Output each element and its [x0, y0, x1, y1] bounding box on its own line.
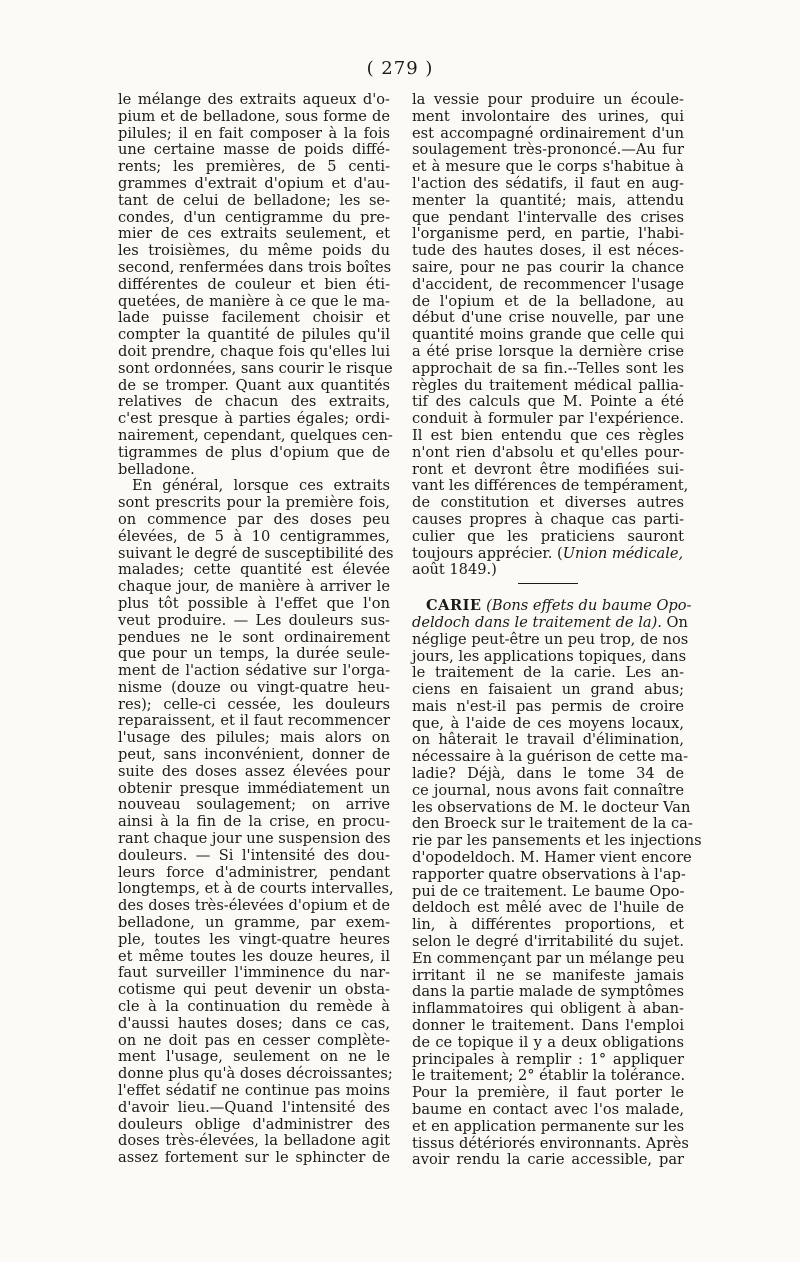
source-journal: Union médicale,: [562, 544, 684, 562]
text-line: les troisièmes, du même poids du: [118, 242, 390, 260]
right-column-part2: [412, 630, 702, 1170]
text-line: ce journal, nous avons fait connaître: [412, 781, 684, 799]
text-line: ple, toutes les vingt-quatre heures: [118, 930, 390, 948]
carie-heading: CARIE: [426, 597, 482, 615]
text-line: des doses très-élevées d'opium et de: [118, 897, 390, 915]
text-line: inflammatoires qui obligent à aban-: [412, 1000, 684, 1018]
left-column: [118, 91, 394, 1167]
text-line: tissus détériorés environnants. Après: [412, 1134, 689, 1152]
text-line: sont ordonnées, sans courir le risque: [118, 359, 393, 377]
text-line: belladone, un gramme, par exem-: [118, 914, 390, 932]
text-line: ment de l'action sédative sur l'orga-: [118, 662, 390, 680]
text-line: approchait de sa fin.--Telles sont les: [412, 359, 684, 377]
text-line: faut surveiller l'imminence du nar-: [118, 964, 390, 982]
source-date: août 1849.): [412, 561, 497, 579]
text-line: vant les différences de tempérament,: [412, 477, 689, 495]
text-line: ment l'usage, seulement on ne le: [118, 1048, 390, 1066]
text-line: que pendant l'intervalle des crises: [412, 208, 684, 226]
text-line: de ce topique il y a deux obligations: [412, 1033, 684, 1051]
text-line: veut produire. — Les douleurs sus-: [118, 611, 390, 629]
text-line: règles du traitement médical pallia-: [412, 376, 684, 394]
text-line: soulagement très-prononcé.—Au fur: [412, 141, 684, 159]
text-line: et même toutes les douze heures, il: [118, 947, 390, 965]
text-line: ront et devront être modifiées sui-: [412, 460, 684, 478]
text-line: menter la quantité; mais, attendu: [412, 191, 684, 209]
text-line: den Broeck sur le traitement de la ca-: [412, 815, 693, 833]
text-line: nisme (douze ou vingt-quatre heu-: [118, 678, 390, 696]
text-line: de l'opium et de la belladone, au: [412, 292, 684, 310]
text-line: cle à la continuation du remède à: [118, 998, 390, 1016]
text-line: irritant il ne se manifeste jamais: [412, 966, 684, 984]
text-line: jours, les applications topiques, dans: [412, 647, 687, 665]
text-line: chaque jour, de manière à arriver le: [118, 578, 390, 596]
text-line: suivant le degré de susceptibilité des: [118, 544, 394, 562]
text-line: conduit à formuler par l'expérience.: [412, 410, 684, 428]
text-line: d'aussi hautes doses; dans ce cas,: [118, 1014, 390, 1032]
text-line: tude des hautes doses, il est néces-: [412, 242, 684, 260]
text-line: mier de ces extraits seulement, et: [118, 225, 390, 243]
text-line: l'effet sédatif ne continue pas moins: [118, 1082, 390, 1100]
text-line: quetées, de manière à ce que le ma-: [118, 292, 390, 310]
text-line: ciens en faisaient un grand abus;: [412, 681, 684, 699]
text-line: les observations de M. le docteur Van: [412, 798, 691, 816]
text-line: Pour la première, il faut porter le: [412, 1084, 684, 1102]
carie-title: (Bons effets du baume Opo-: [486, 597, 692, 615]
text-line: quantité moins grande que celle qui: [412, 326, 684, 344]
carie-title-2: deldoch dans le traitement de la).: [412, 613, 662, 631]
text-line: on ne doit pas en cesser complète-: [118, 1031, 390, 1049]
text-line: élevées, de 5 à 10 centigrammes,: [118, 527, 390, 545]
text-line: second, renfermées dans trois boîtes: [118, 258, 392, 276]
text-line: leurs force d'administrer, pendant: [118, 863, 390, 881]
text-line: selon le degré d'irritabilité du sujet.: [412, 933, 684, 951]
carie-title-line-2: [412, 613, 688, 632]
text-line: assez fortement sur le sphincter de: [118, 1149, 390, 1167]
text-line: malades; cette quantité est élevée: [118, 561, 390, 579]
text-line: n'ont rien d'absolu et qu'elles pour-: [412, 443, 684, 461]
text-line: compter la quantité de pilules qu'il: [118, 326, 390, 344]
text-line: rant chaque jour une suspension des: [118, 830, 391, 848]
text-line: début d'une crise nouvelle, par une: [412, 309, 684, 327]
right-column: [412, 91, 702, 1169]
text-line: grammes d'extrait d'opium et d'au-: [118, 174, 390, 192]
text-line: pium et de belladone, sous forme de: [118, 107, 390, 125]
text-line: nairement, cependant, quelques cen-: [118, 426, 393, 444]
text-line: En général, lorsque ces extraits: [132, 477, 390, 495]
text-line: le mélange des extraits aqueux d'o-: [118, 91, 390, 108]
text-line: dans la partie malade de symptômes: [412, 983, 684, 1001]
text-line: saire, pour ne pas courir la chance: [412, 258, 684, 276]
text-line: Il est bien entendu que ces règles: [412, 426, 684, 444]
text-line: pui de ce traitement. Le baume Opo-: [412, 882, 685, 900]
text-line: obtenir presque immédiatement un: [118, 779, 390, 797]
text-line: belladone.: [118, 460, 195, 478]
text-line: est accompagné ordinairement d'un: [412, 124, 684, 142]
text-line: l'action des sédatifs, il faut en aug-: [412, 174, 684, 192]
text-line: plus tôt possible à l'effet que l'on: [118, 594, 390, 612]
text-line: nécessaire à la guérison de cette ma-: [412, 748, 689, 766]
text-line: de se tromper. Quant aux quantités: [118, 376, 390, 394]
text-line: l'usage des pilules; mais alors on: [118, 729, 390, 747]
text-line: une certaine masse de poids diffé-: [118, 141, 390, 159]
text-line: deldoch est mêlé avec de l'huile de: [412, 899, 684, 917]
text-line: tant de celui de belladone; les se-: [118, 191, 390, 209]
text-line: on hâterait le travail d'élimination,: [412, 731, 684, 749]
carie-heading-line: [412, 597, 692, 615]
text-line: douleurs. — Si l'intensité des dou-: [118, 846, 390, 864]
text-line: donner le traitement. Dans l'emploi: [412, 1017, 684, 1035]
text-line: on commence par des doses peu: [118, 510, 390, 528]
text-line: d'avoir lieu.—Quand l'intensité des: [118, 1098, 390, 1116]
text-line: d'accident, de recommencer l'usage: [412, 275, 684, 293]
text-line: tif des calculs que M. Pointe a été: [412, 393, 684, 411]
text-line: rapporter quatre observations à l'ap-: [412, 865, 686, 883]
text-line: res); celle-ci cessée, les douleurs: [118, 695, 390, 713]
text-line: lin, à différentes proportions, et: [412, 916, 684, 934]
text-line: d'opodeldoch. M. Hamer vient encore: [412, 849, 692, 867]
source-citation-line: toujours apprécier. (Union médicale,: [412, 544, 684, 562]
text-line: l'organisme perd, en partie, l'habi-: [412, 225, 684, 243]
text-line: que pour un temps, la durée seule-: [118, 645, 390, 663]
carie-first-line-rest: On: [666, 613, 688, 631]
text-line: longtemps, et à de courts intervalles,: [118, 880, 394, 898]
text-line: le traitement de la carie. Les an-: [412, 664, 684, 682]
right-column-part1: [412, 91, 689, 546]
text-line: principales à remplir : 1° appliquer: [412, 1050, 684, 1068]
text-line: pendues ne le sont ordinairement: [118, 628, 390, 646]
text-line: doit prendre, chaque fois qu'elles lui: [118, 342, 390, 360]
text-line: baume en contact avec l'os malade,: [412, 1101, 684, 1119]
text-line: c'est presque à parties égales; ordi-: [118, 410, 390, 428]
text-line: peut, sans inconvénient, donner de: [118, 746, 390, 764]
text-line: doses très-élevées, la belladone agit: [118, 1132, 390, 1150]
text-line: lade puisse facilement choisir et: [118, 309, 390, 327]
text-line: mais n'est-il pas permis de croire: [412, 697, 684, 715]
text-line: rie par les pansements et les injections: [412, 832, 702, 850]
text-line: le traitement; 2° établir la tolérance.: [412, 1067, 686, 1085]
text-line: causes propres à chaque cas parti-: [412, 510, 684, 528]
text-line: néglige peut-être un peu trop, de nos: [412, 630, 689, 648]
text-line: suite des doses assez élevées pour: [118, 762, 390, 780]
text-line: sont prescrits pour la première fois,: [118, 494, 390, 512]
text-line: culier que les praticiens sauront: [412, 527, 684, 545]
page-number: ( 279 ): [366, 58, 434, 79]
text-line: reparaissent, et il faut recommencer: [118, 712, 390, 730]
text-line: ladie? Déjà, dans le tome 34 de: [412, 765, 684, 783]
text-line: nouveau soulagement; on arrive: [118, 796, 390, 814]
text-line: ainsi à la fin de la crise, en procu-: [118, 813, 390, 831]
text-line: différentes de couleur et bien éti-: [118, 275, 390, 293]
text-line: donne plus qu'à doses décroissantes;: [118, 1065, 393, 1083]
section-divider: [518, 583, 578, 584]
text-line: douleurs oblige d'administrer des: [118, 1115, 390, 1133]
text-line: tigrammes de plus d'opium que de: [118, 443, 390, 461]
text-line: condes, d'un centigramme du pre-: [118, 208, 390, 226]
text-line: avoir rendu la carie accessible, par: [412, 1151, 684, 1169]
text-line: rents; les premières, de 5 centi-: [118, 158, 390, 176]
text-line: pilules; il en fait composer à la fois: [118, 124, 390, 142]
text-line: que, à l'aide de ces moyens locaux,: [412, 714, 684, 732]
text-line: et à mesure que le corps s'habitue à: [412, 158, 684, 176]
text-line: la vessie pour produire un écoule-: [412, 91, 684, 108]
text-line: de constitution et diverses autres: [412, 494, 684, 512]
text-line: et en application permanente sur les: [412, 1117, 685, 1135]
text-line: ment involontaire des urines, qui: [412, 107, 684, 125]
text-line: En commençant par un mélange peu: [412, 949, 685, 967]
text-line: a été prise lorsque la dernière crise: [412, 342, 684, 360]
text-line: relatives de chacun des extraits,: [118, 393, 390, 411]
text-line: cotisme qui peut devenir un obsta-: [118, 981, 390, 999]
